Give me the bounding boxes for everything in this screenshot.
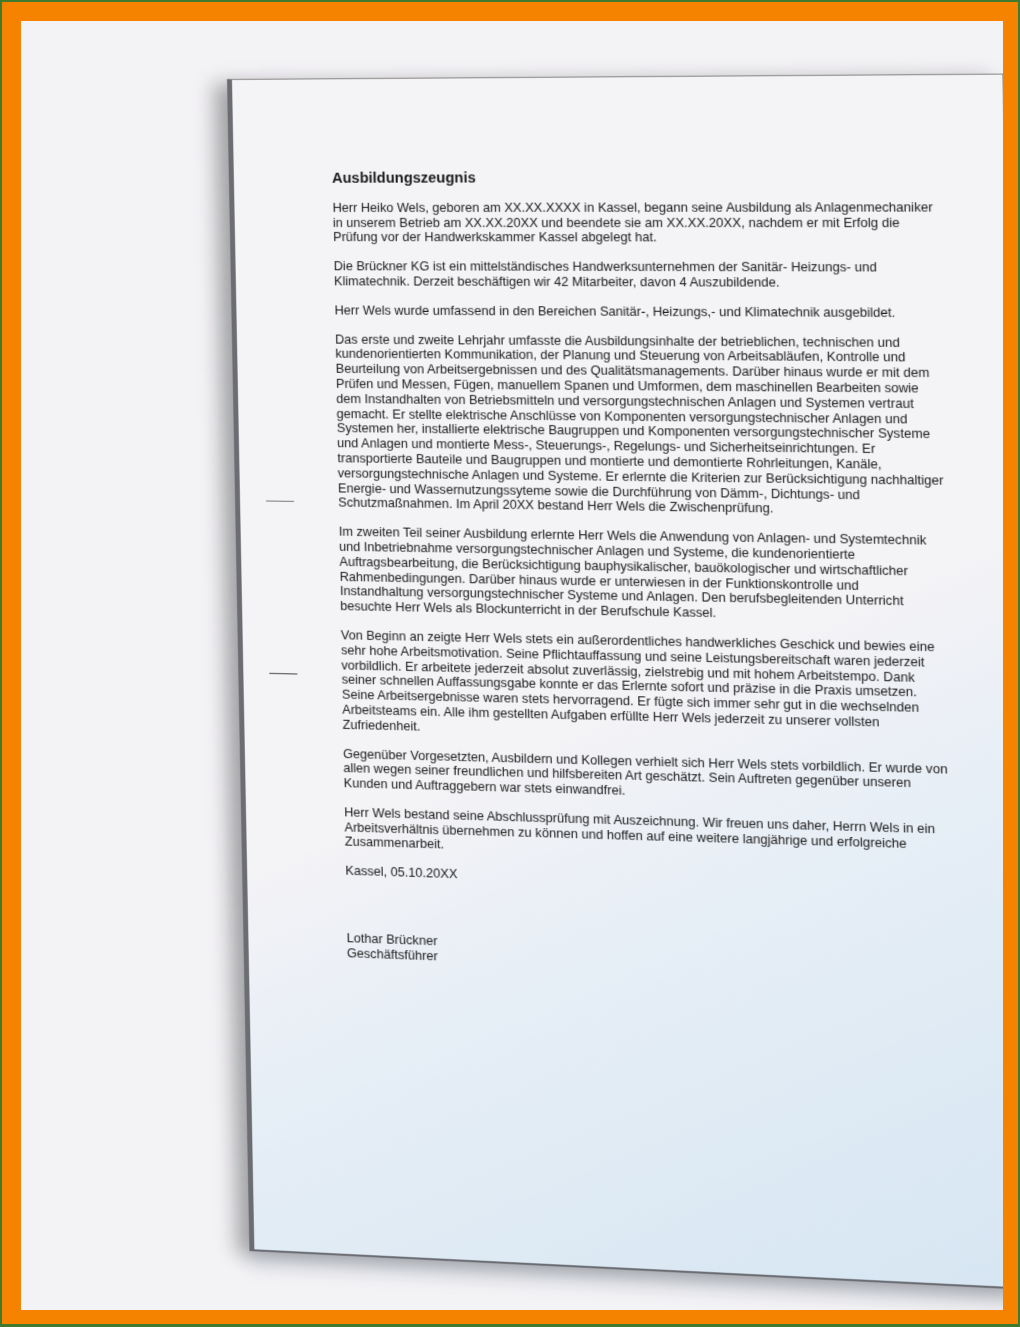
paragraph-fields: Herr Wels wurde umfassend in den Bereichen Sanitär-, Heizungs,- und Klimatechnik ausgebildet. (334, 303, 896, 320)
document-body (332, 170, 954, 982)
signatory-name: Lothar Brückner (346, 931, 438, 949)
document-page (227, 74, 1003, 1290)
fold-mark-upper (266, 501, 294, 502)
paragraph-first-years: Das erste und zweite Lehrjahr umfasste die Ausbildungsinhalte der betrieblichen, technischen und kundenorientierten Kommunikation, der Planung und Steuerung von Arbeitsabläufen, Kontrolle und Beurteilung von Arbeitsergebnissen und des Qualitätsmanagements. Darüber hinaus wurde er mit dem Prüfen und Messen, Fügen, manuellem Spanen und Umformen, dem maschinellen Bearbeiten sowie dem Instandhalten von Betriebsmitteln und versorgungstechnischen Anlagen und Systemen vertraut gemacht. Er stellte elektrische Anschlüsse von Komponenten versorgungstechnischer Anlagen und Systemen her, installierte elektrische Baugruppen und Komponenten versorgungstechnischer Systeme und Anlagen und montierte Mess-, Steuerungs-, Regelungs- und Sicherheitseinrichtungen. Er transportierte Bauteile und Baugruppen und montierte und demontierte Rohrleitungen, Kanäle, versorgungstechnische Anlagen und Systeme. Er erlernte die Kriterien zur Berücksichtigung nachhaltiger Energie- und Wassernutzungssyteme sowie die Durchführung von Dämm-, Dichtungs- und Schutzmaßnahmen. Im April 20XX bestand Herr Wels die Zwischenprüfung. (335, 332, 944, 516)
paragraph-performance: Von Beginn an zeigte Herr Wels stets ein außerordentliches handwerkliches Geschick und bewies eine sehr hohe Arbeitsmotivation. Seine Pflichtauffassung und seine Leistungsbereitschaft waren jederzeit vorbildlich. Er arbeitete jederzeit absolut zuverlässig, zielstrebig und mit hohem Arbeitstempo. Dank seiner schnellen Auffassungsgabe konnte er das Erlernte sofort und präzise in die Praxis umsetzen. Seine Arbeitsergebnisse waren stets hervorragend. Er fügte sich immer sehr gut in die wechselnden Arbeitsteams ein. Alle ihm gestellten Aufgaben erfüllte Herr Wels jederzeit zu unserer vollsten Zufriedenheit. (340, 628, 935, 734)
paragraph-second-part: Im zweiten Teil seiner Ausbildung erlernte Herr Wels die Anwendung von Anlagen- und Systemtechnik und Inbetriebnahme versorgungstechnischer Anlagen und Systeme, die kundenorientierte Auftragsbearbeitung, die Berücksichtigung bauphysikalischer, bauökologischer und wirtschaftlicher Rahmenbedingungen. Darüber hinaus wurde er unterwiesen in der Funktionskontrolle und Instandhaltung versorgungstechnischer Systeme und Anlagen. Den berufsbegleitenden Unterricht besuchte Herr Wels als Blockunterricht in der Berufschule Kassel. (338, 524, 927, 621)
paragraph-intro: Herr Heiko Wels, geboren am XX.XX.XXXX in Kassel, begann seine Ausbildung als Anlagenmechaniker in unserem Betrieb am XX.XX.20XX und beendete sie am XX.XX.20XX, nachdem er mit Erfolg die Prüfung vor der Handwerkskammer Kassel abgelegt hat. (332, 200, 933, 245)
paragraph-company: Die Brückner KG ist ein mittelständisches Handwerksunternehmen der Sanitär- Heizungs- und Klimatechnik. Derzeit beschäftigen wir 42 Mitarbeiter, davon 4 Auszubildende. (333, 259, 877, 290)
signatory-title: Geschäftsführer (346, 946, 438, 964)
place-date: Kassel, 05.10.20XX (345, 863, 458, 882)
preview-canvas (21, 21, 1003, 1310)
document-preview (227, 74, 1003, 1287)
paragraph-conduct: Gegenüber Vorgesetzten, Ausbildern und Kollegen verhielt sich Herr Wels stets vorbildlich. Er wurde von allen wegen seiner freundlichen und hilfsbereiten Art geschätzt. Sein Auftreten gegenüber unseren Kunden und Auftraggebern war stets einwandfrei. (342, 746, 948, 798)
punch-mark (269, 673, 297, 675)
document-title: Ausbildungszeugnis (331, 170, 476, 187)
paragraph-closing: Herr Wels bestand seine Abschlussprüfung mit Auszeichnung. Wir freuen uns daher, Herrn Wels in ein Arbeitsverhältnis übernehmen zu können und hoffen auf eine weitere langjährige und erfolgreiche Zusammenarbeit. (344, 805, 936, 853)
orange-frame (2, 2, 1018, 1324)
